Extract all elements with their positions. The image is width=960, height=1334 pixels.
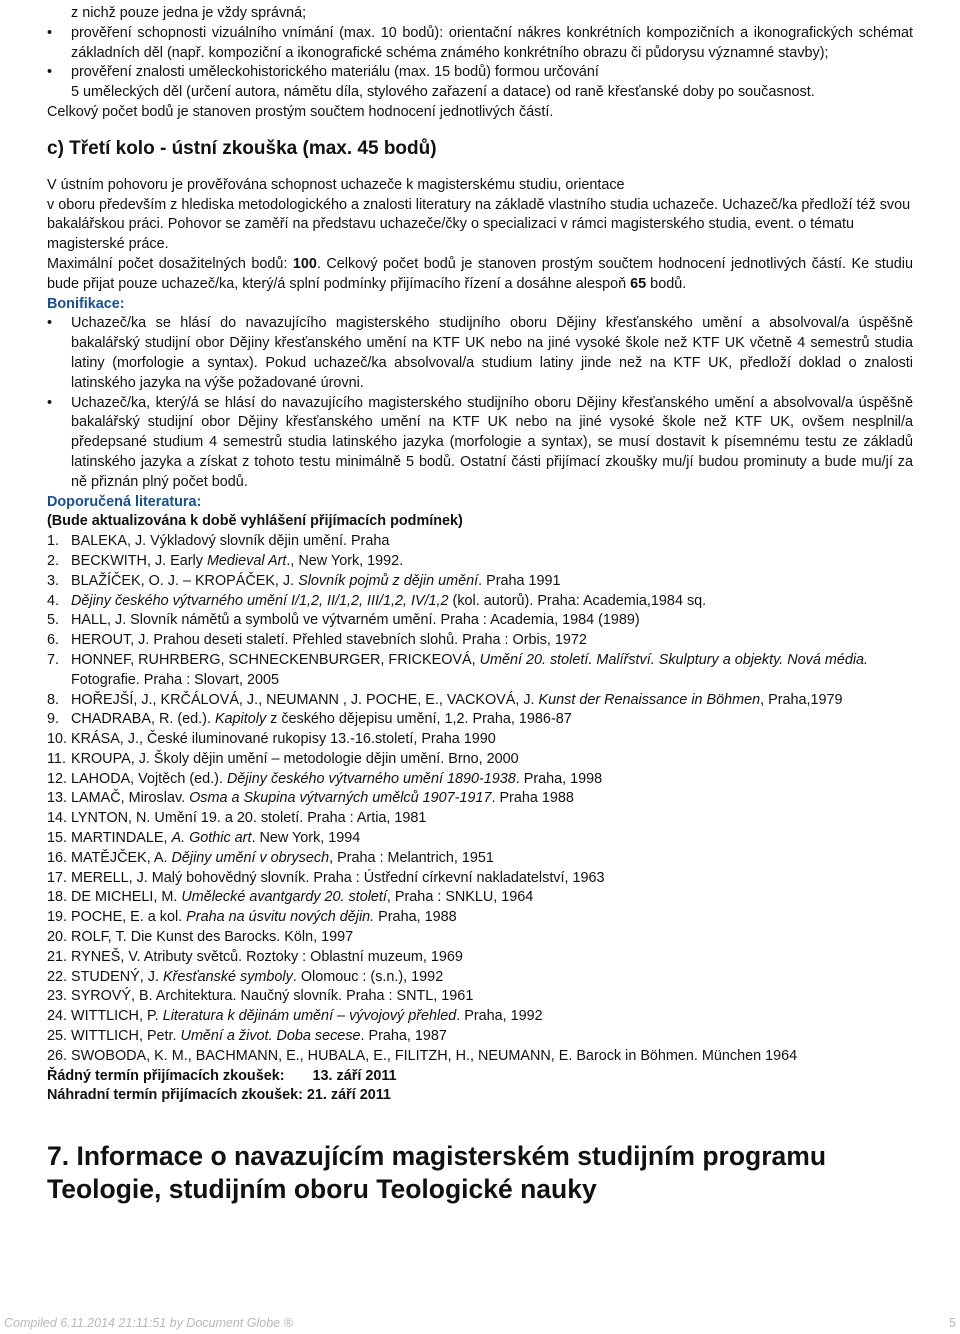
literature-item: [47, 789, 913, 809]
literature-item-text: Praha, 1988: [374, 909, 457, 926]
literature-item-number: 20.: [47, 929, 68, 946]
literature-item-number: 21.: [47, 948, 68, 965]
literature-item-text: BALEKA, J. Výkladový slovník dějin umění. Praha: [71, 533, 390, 550]
literature-item-number: 8.: [47, 691, 60, 708]
bonus-heading: Bonifikace:: [47, 295, 125, 312]
literature-item-number: 12.: [47, 770, 68, 787]
literature-item-number: 1.: [47, 533, 60, 550]
literature-item-text: KROUPA, J. Školy dějin umění – metodologie dějin umění. Brno, 2000: [71, 750, 519, 767]
literature-item: [47, 532, 913, 552]
literature-item-text: LAHODA, Vojtěch (ed.).: [71, 770, 227, 787]
max-points-text: . Celkový počet bodů je stanoven prostým součtem hodnocení jednotlivých částí. Ke studiu bude přijat pouze uchazeč/ka, který/á splní podmínky přijímacího řízení a dosáhne alespoň: [47, 255, 913, 292]
literature-item-text: . Praha, 1992: [456, 1008, 543, 1025]
section-c-p2: v oboru především z hlediska metodologického a znalosti literatury na základě vlastního studia uchazeče. Uchazeč/ka předloží též svou bakalářskou práci. Pohovor se zaměří na představu uchazeče/čky o specializaci v rámci magisterského studia, event. o tématu magisterské práce.: [47, 196, 911, 253]
literature-item-text: MATĚJČEK, A.: [71, 849, 172, 866]
literature-item-title: A. Gothic art: [171, 830, 252, 847]
literature-item: [47, 888, 913, 908]
literature-subheading: (Bude aktualizována k době vyhlášení přijímacích podmínek): [47, 513, 463, 530]
literature-list: [47, 532, 913, 1067]
literature-item: [47, 572, 913, 592]
literature-item-number: 18.: [47, 889, 68, 906]
literature-item: [47, 750, 913, 770]
literature-item: [47, 631, 913, 651]
literature-item: [47, 968, 913, 988]
literature-item-number: 4.: [47, 592, 60, 609]
literature-item: [47, 691, 913, 711]
literature-item-text: CHADRABA, R. (ed.).: [71, 711, 215, 728]
literature-item-number: 16.: [47, 849, 68, 866]
literature-item-number: 2.: [47, 552, 60, 569]
literature-item-number: 7.: [47, 651, 60, 668]
literature-item-text: , Praha : SNKLU, 1964: [386, 889, 534, 906]
literature-item-title: Kapitoly: [214, 711, 267, 728]
literature-item-text: . Olomouc : (s.n.), 1992: [292, 968, 444, 985]
literature-item-title: Křesťanské symboly: [162, 968, 293, 985]
literature-item-text: WITTLICH, P.: [71, 1008, 163, 1025]
literature-item-text: BECKWITH, J. Early: [71, 552, 207, 569]
literature-item: [47, 730, 913, 750]
literature-item-text: , Praha : Melantrich, 1951: [329, 849, 494, 866]
literature-item-text: . New York, 1994: [251, 830, 361, 847]
literature-item-number: 9.: [47, 711, 60, 728]
document-page: [47, 4, 913, 1206]
literature-item-text: POCHE, E. a kol.: [71, 909, 187, 926]
literature-item-text: LYNTON, N. Umění 19. a 20. století. Praha : Artia, 1981: [71, 810, 427, 827]
section-c-p1: V ústním pohovoru je prověřována schopnost uchazeče k magisterskému studiu, orientace: [47, 176, 625, 193]
literature-item: [47, 710, 913, 730]
literature-item-text: KRÁSA, J., České iluminované rukopisy 13.-16.století, Praha 1990: [71, 731, 496, 748]
literature-item: [47, 987, 913, 1007]
literature-item: [47, 611, 913, 631]
literature-item: [47, 651, 913, 691]
literature-item: [47, 829, 913, 849]
literature-item-text: MARTINDALE,: [71, 830, 172, 847]
literature-item-title: Dějiny umění v obrysech: [171, 849, 330, 866]
literature-item-text: . Praha, 1987: [360, 1028, 447, 1045]
literature-item: [47, 1027, 913, 1047]
section-c-heading: c) Třetí kolo - ústní zkouška (max. 45 bodů): [47, 137, 437, 159]
literature-item-text: ., New York, 1992.: [286, 552, 404, 569]
literature-item: [47, 1047, 913, 1067]
literature-item-number: 17.: [47, 869, 68, 886]
literature-item-title: Umělecké avantgardy 20. století: [181, 889, 387, 906]
literature-item: [47, 849, 913, 869]
regular-date-label: Řádný termín přijímacích zkoušek:: [47, 1067, 285, 1084]
footer-compiled: Compiled 6.11.2014 21:11:51 by Document Globe ®: [4, 1316, 293, 1330]
literature-item-title: Dějiny českého výtvarného umění 1890-1938: [226, 770, 516, 787]
literature-item-title: Literatura k dějinám umění – vývojový přehled: [162, 1008, 457, 1025]
literature-item-number: 25.: [47, 1028, 68, 1045]
literature-item-number: 13.: [47, 790, 68, 807]
section-7-heading: 7. Informace o navazujícím magisterském studijním programu Teologie, studijním oboru Teologické nauky: [47, 1141, 827, 1205]
literature-item-title: Osma a Skupina výtvarných umělců 1907-1917: [189, 790, 492, 807]
literature-item-title: Praha na úsvitu nových dějin.: [186, 909, 375, 926]
literature-item: [47, 948, 913, 968]
bonus-item-1: • Uchazeč/ka se hlásí do navazujícího magisterského studijního oboru Dějiny křesťanského umění a absolvoval/a úspěšně bakalářský studijní obor Dějiny křesťanského umění na KTF UK nebo na jiné vysoké škole než KTF UK včetně 4 semestrů studia latiny (morfologie a syntax). Pokud uchazeč/ka absolvoval/a studium latiny jinde než na KTF UK, předloží doklad o znalosti latinského jazyka na výše požadované úrovni.: [47, 314, 913, 393]
literature-item-text: RYNEŠ, V. Atributy světců. Roztoky : Oblastní muzeum, 1969: [71, 948, 463, 965]
literature-item-text: BLAŽÍČEK, O. J. – KROPÁČEK, J.: [71, 572, 299, 589]
intro-line-a: z nichž pouze jedna je vždy správná;: [71, 5, 307, 21]
literature-item-text: DE MICHELI, M.: [71, 889, 182, 906]
literature-item-text: (kol. autorů). Praha: Academia,1984 sq.: [448, 592, 707, 609]
literature-item-text: HALL, J. Slovník námětů a symbolů ve výtvarném umění. Praha : Academia, 1984 (1989): [71, 612, 640, 629]
literature-item-number: 19.: [47, 909, 68, 926]
literature-item-text: SYROVÝ, B. Architektura. Naučný slovník. Praha : SNTL, 1961: [71, 988, 474, 1005]
literature-item: [47, 869, 913, 889]
intro-line-b: 5 uměleckých děl (určení autora, námětu díla, stylového zařazení a datace) od raně křesťanské doby po současnost.: [71, 84, 815, 101]
literature-item-text: WITTLICH, Petr.: [71, 1028, 181, 1045]
literature-item-number: 5.: [47, 612, 60, 629]
literature-item: [47, 809, 913, 829]
literature-item-title: Umění 20. století. Malířství. Skulptury a objekty. Nová média.: [479, 651, 869, 668]
literature-item-text: . Praha 1988: [491, 790, 574, 807]
literature-item-title: Dějiny českého výtvarného umění I/1,2, II/1,2, III/1,2, IV/1,2: [71, 592, 449, 609]
intro-bullet-material: • prověření znalosti uměleckohistorického materiálu (max. 15 bodů) formou určování: [47, 63, 913, 83]
literature-item: [47, 592, 913, 612]
alternate-date-label: Náhradní termín přijímacích zkoušek:: [47, 1087, 303, 1104]
literature-item: [47, 770, 913, 790]
alternate-date-value: 21. září 2011: [306, 1087, 391, 1104]
literature-item: [47, 928, 913, 948]
literature-item-text: Fotografie. Praha : Slovart, 2005: [71, 671, 279, 688]
literature-item-title: Medieval Art: [206, 552, 287, 569]
literature-item-number: 10.: [47, 731, 68, 748]
literature-item-text: . Praha 1991: [478, 572, 561, 589]
literature-item-title: Slovník pojmů z dějin umění: [298, 572, 479, 589]
max-points-prefix: Maximální počet dosažitelných bodů:: [47, 255, 293, 272]
literature-item-number: 24.: [47, 1008, 68, 1025]
literature-item-text: STUDENÝ, J.: [71, 968, 163, 985]
literature-heading: Doporučená literatura:: [47, 493, 202, 510]
literature-item-number: 22.: [47, 968, 68, 985]
intro-line-c: Celkový počet bodů je stanoven prostým součtem hodnocení jednotlivých částí.: [47, 103, 554, 120]
min-points-value: 65: [630, 275, 647, 292]
literature-item-text: MERELL, J. Malý bohovědný slovník. Praha : Ústřední církevní nakladatelství, 1963: [71, 869, 605, 886]
section-c-max-points: [47, 255, 913, 295]
intro-bullet-visual: • prověření schopnosti vizuálního vnímání (max. 10 bodů): orientační nákres konkrétních kompozičních a ikonografických schémat základních děl (např. kompoziční a ikonografické schéma známého konkrétního obrazu či půdorysu významné stavby);: [47, 24, 913, 64]
literature-item-text: ROLF, T. Die Kunst des Barocks. Köln, 1997: [71, 929, 354, 946]
literature-item-number: 26.: [47, 1047, 68, 1064]
literature-item: [47, 908, 913, 928]
literature-item-title: Kunst der Renaissance in Böhmen: [538, 691, 761, 708]
min-points-suffix: bodů.: [646, 275, 687, 292]
literature-item-text: LAMAČ, Miroslav.: [71, 790, 190, 807]
max-points-value: 100: [292, 255, 317, 272]
literature-item-text: , Praha,1979: [760, 691, 843, 708]
literature-item-number: 14.: [47, 810, 68, 827]
literature-item-number: 11.: [47, 750, 66, 767]
literature-item-number: 15.: [47, 830, 68, 847]
literature-item-text: HEROUT, J. Prahou deseti staletí. Přehled stavebních slohů. Praha : Orbis, 1972: [71, 632, 587, 649]
alternate-date-line: [47, 1086, 913, 1106]
literature-item-text: z českého dějepisu umění, 1,2. Praha, 1986-87: [266, 711, 572, 728]
literature-item-text: SWOBODA, K. M., BACHMANN, E., HUBALA, E., FILITZH, H., NEUMANN, E. Barock in Böhmen. München 1964: [71, 1047, 798, 1064]
regular-date-line: [47, 1067, 913, 1087]
literature-item-text: HONNEF, RUHRBERG, SCHNECKENBURGER, FRICKEOVÁ,: [71, 651, 480, 668]
literature-item-text: HOŘEJŠÍ, J., KRČÁLOVÁ, J., NEUMANN , J. POCHE, E., VACKOVÁ, J.: [71, 691, 539, 708]
literature-item-title: Umění a život. Doba secese: [180, 1028, 361, 1045]
literature-item-number: 23.: [47, 988, 68, 1005]
literature-item-number: 3.: [47, 572, 60, 589]
bonus-item-2: • Uchazeč/ka, který/á se hlásí do navazujícího magisterského studijního oboru Dějiny křesťanského umění a absolvoval/a úspěšně bakalářský studijní obor Dějiny křesťanského umění na KTF UK nebo na jiné vysoké škole než KTF UK, ovšem nesplnil/a předepsané studium 4 semestrů studia latinského jazyka (morfologie a syntax), se musí dostavit k písemnému testu ze základů latinského jazyka a získat z tohoto testu minimálně 5 bodů. Ostatní části přijímací zkoušky mu/jí budou prominuty a bude mu/jí za ně přiznán plný počet bodů.: [47, 394, 913, 493]
literature-item-number: 6.: [47, 632, 60, 649]
footer-page-number: 5: [949, 1316, 956, 1330]
literature-item-text: . Praha, 1998: [515, 770, 603, 787]
regular-date-value: 13. září 2011: [312, 1067, 397, 1084]
literature-item: [47, 1007, 913, 1027]
literature-item: [47, 552, 913, 572]
